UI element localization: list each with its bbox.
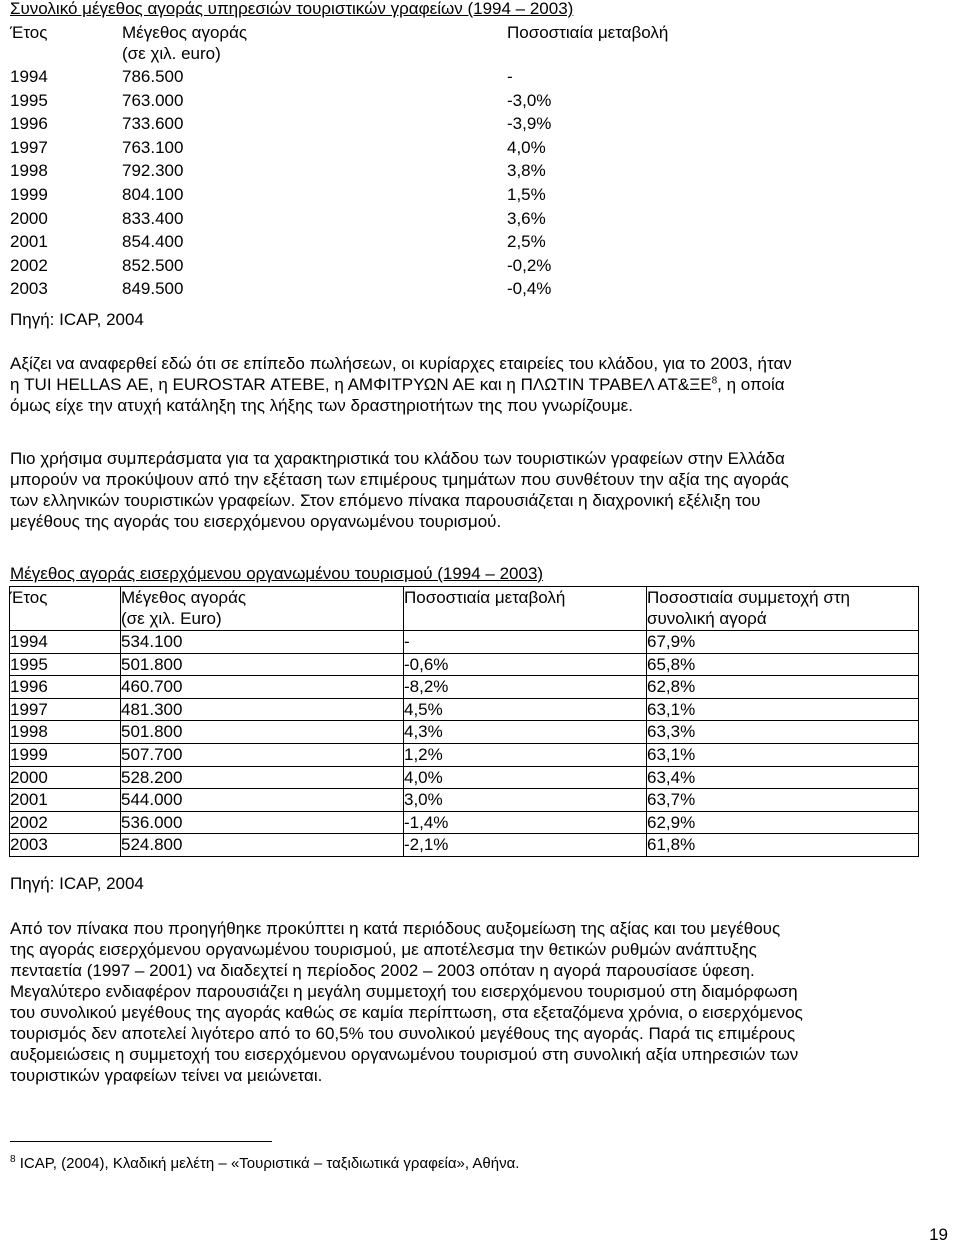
col-header-share [647,587,919,631]
table-row [10,231,668,255]
share-cell: 62,8% [647,676,919,699]
header-size-line2: (σε χιλ. Euro) [121,609,222,628]
size-cell: 501.800 [121,653,404,676]
year-cell: 2003 [10,279,48,299]
size-cell: 763.000 [122,90,184,110]
size-cell: 786.500 [122,67,184,86]
year-cell: 1999 [10,184,48,204]
paragraph-analysis [10,918,945,1086]
table-row [10,766,919,789]
col-header-year: Έτος [10,587,121,631]
year-cell: 2001 [10,789,121,812]
text-line: μπορούν να προκύψουν από την εξέταση των επιμέρους τμημάτων που συνθέτουν την αξία της αγοράς [10,470,789,489]
year-cell: 1996 [10,676,121,699]
table1-title: Συνολικό μέγεθος αγοράς υπηρεσιών τουριστικών γραφείων (1994 – 2003) [10,0,574,18]
share-cell: 62,9% [647,811,919,834]
text-line: της αγοράς εισερχόμενου οργανωμένου τουρισμού, με αποτέλεσμα την θετικών ρυθμών ανάπτυξης [10,940,757,959]
text-line: μεγέθους της αγοράς του εισερχόμενου οργανωμένου τουρισμού. [10,512,502,531]
year-cell: 1994 [10,631,121,654]
year-cell: 2000 [10,208,48,228]
change-cell: -8,2% [404,676,647,699]
header-size-line1: Μέγεθος αγοράς [121,588,247,607]
footnote-text: ICAP, (2004), Κλαδική μελέτη – «Τουριστικά – ταξιδιωτικά γραφεία», Αθήνα. [19,1155,520,1172]
share-cell: 63,1% [647,743,919,766]
change-cell: 3,0% [404,789,647,812]
market-size-table [10,22,668,302]
text-fragment: η TUI HELLAS ΑΕ, η EUROSTAR ΑΤΕΒΕ, η ΑΜΦΙΤΡΥΩΝ ΑΕ και η ΠΛΩΤΙΝ ΤΡΑΒΕΛ ΑΤ&ΞΕ [10,375,712,394]
share-cell: 61,8% [647,834,919,857]
change-cell: - [507,67,513,86]
table-header-row [10,587,919,631]
change-cell: 1,5% [507,184,546,204]
size-cell: 460.700 [121,676,404,699]
table-header-row [10,22,668,66]
table-row [10,653,919,676]
text-line: Μεγαλύτερο ενδιαφέρον παρουσιάζει η μεγάλη συμμετοχή του εισερχόμενου τουρισμού στη διαμόρφωση [10,982,798,1001]
change-cell: 4,0% [507,137,546,157]
change-cell: -1,4% [404,811,647,834]
text-fragment: , η οποία [717,375,785,394]
header-share-line1: Ποσοστιαία συμμετοχή στη [647,588,851,607]
year-cell: 1998 [10,721,121,744]
text-line [10,374,945,395]
inbound-tourism-table [9,586,919,857]
share-cell: 63,3% [647,721,919,744]
change-cell: -3,0% [507,90,552,110]
text-line: Από τον πίνακα που προηγήθηκε προκύπτει η κατά περιόδους αυξομείωση της αξίας και του μεγέθους [10,919,781,938]
change-cell: 1,2% [404,743,647,766]
table-row [10,789,919,812]
text-line: τουριστικών γραφείων τείνει να μειώνεται. [10,1066,323,1085]
year-cell: 2003 [10,834,121,857]
size-cell: 763.100 [122,137,184,157]
share-cell: 65,8% [647,653,919,676]
footnote-number: 8 [10,1154,16,1165]
col-header-size [121,587,404,631]
header-size-line1: Μέγεθος αγοράς [122,23,248,42]
size-cell: 501.800 [121,721,404,744]
year-cell: 2002 [10,255,48,275]
footnote [10,1153,519,1174]
year-cell: 1998 [10,161,48,181]
table-row [10,208,668,232]
share-cell: 63,7% [647,789,919,812]
table-row [10,721,919,744]
change-cell: 3,6% [507,208,546,228]
change-cell: -2,1% [404,834,647,857]
paragraph-conclusions [10,448,945,532]
text-line: των ελληνικών τουριστικών γραφείων. Στον επόμενο πίνακα παρουσιάζεται η διαχρονική εξέλιξη του [10,491,761,510]
table2-source: Πηγή: ICAP, 2004 [10,874,144,893]
change-cell: - [404,631,647,654]
year-cell: 1996 [10,114,48,134]
paragraph-leading-companies [10,353,945,416]
year-cell: 1997 [10,698,121,721]
year-cell: 1994 [10,67,48,86]
share-cell: 63,4% [647,766,919,789]
change-cell: 4,3% [404,721,647,744]
size-cell: 536.000 [121,811,404,834]
size-cell: 792.300 [122,161,184,181]
page-number: 19 [929,1225,948,1244]
change-cell: 4,5% [404,698,647,721]
change-cell: -3,9% [507,114,552,134]
size-cell: 544.000 [121,789,404,812]
size-cell: 524.800 [121,834,404,857]
text-line: αυξομειώσεις η συμμετοχή του εισερχόμενου οργανωμένου τουρισμού στη συνολική αξία υπηρεσιών των [10,1045,799,1064]
change-cell: -0,4% [507,279,552,299]
table1-source: Πηγή: ICAP, 2004 [10,310,144,329]
table-row [10,698,919,721]
footnote-separator [10,1141,272,1142]
col-header-change: Ποσοστιαία μεταβολή [507,23,669,42]
header-size-line2: (σε χιλ. euro) [122,44,221,63]
table-row [10,66,668,90]
year-cell: 2000 [10,766,121,789]
col-header-year: Έτος [10,23,48,42]
table-row [10,255,668,279]
header-share-line2: συνολική αγορά [647,609,767,628]
text-line: Αξίζει να αναφερθεί εδώ ότι σε επίπεδο πωλήσεων, οι κυρίαρχες εταιρείες του κλάδου, για το 2003, ήταν [10,354,792,373]
year-cell: 1995 [10,653,121,676]
table-row [10,743,919,766]
size-cell: 481.300 [121,698,404,721]
year-cell: 1997 [10,137,48,157]
table-row [10,184,668,208]
year-cell: 2001 [10,232,48,252]
table-row [10,834,919,857]
table-row [10,631,919,654]
footnote-ref: 8 [711,375,718,387]
share-cell: 67,9% [647,631,919,654]
year-cell: 1995 [10,90,48,110]
size-cell: 849.500 [122,279,184,299]
table-row [10,278,668,302]
change-cell: 3,8% [507,161,546,181]
size-cell: 507.700 [121,743,404,766]
change-cell: -0,6% [404,653,647,676]
size-cell: 833.400 [122,208,184,228]
change-cell: 2,5% [507,232,546,252]
size-cell: 852.500 [122,255,184,275]
change-cell: 4,0% [404,766,647,789]
text-line: τουρισμός δεν αποτελεί λιγότερο από το 60,5% του συνολικού μεγέθους της αγοράς. Παρά τις επιμέρους [10,1024,796,1043]
text-line: Πιο χρήσιμα συμπεράσματα για τα χαρακτηριστικά του κλάδου των τουριστικών γραφείων στην Ελλάδα [10,449,785,468]
table-row [10,811,919,834]
change-cell: -0,2% [507,255,552,275]
table-row [10,137,668,161]
col-header-size [122,22,507,66]
size-cell: 534.100 [121,631,404,654]
text-line: όμως είχε την ατυχή κατάληξη της λήξης των δραστηριοτήτων της που γνωρίζουμε. [10,396,633,415]
text-line: του συνολικού μεγέθους της αγοράς καθώς σε καμία περίπτωση, στα εξεταζόμενα χρόνια, ο εισερχόμενος [10,1003,803,1022]
year-cell: 2002 [10,811,121,834]
size-cell: 528.200 [121,766,404,789]
table-row [10,676,919,699]
size-cell: 854.400 [122,232,184,252]
size-cell: 733.600 [122,114,184,134]
table-row [10,160,668,184]
table-row [10,113,668,137]
table-row [10,90,668,114]
text-line: πενταετία (1997 – 2001) να διαδεχτεί η περίοδος 2002 – 2003 οπόταν η αγορά παρουσίασε ύφεση. [10,961,755,980]
share-cell: 63,1% [647,698,919,721]
year-cell: 1999 [10,743,121,766]
col-header-change: Ποσοστιαία μεταβολή [404,587,647,631]
size-cell: 804.100 [122,184,184,204]
table2-title: Μέγεθος αγοράς εισερχόμενου οργανωμένου τουρισμού (1994 – 2003) [10,564,544,583]
